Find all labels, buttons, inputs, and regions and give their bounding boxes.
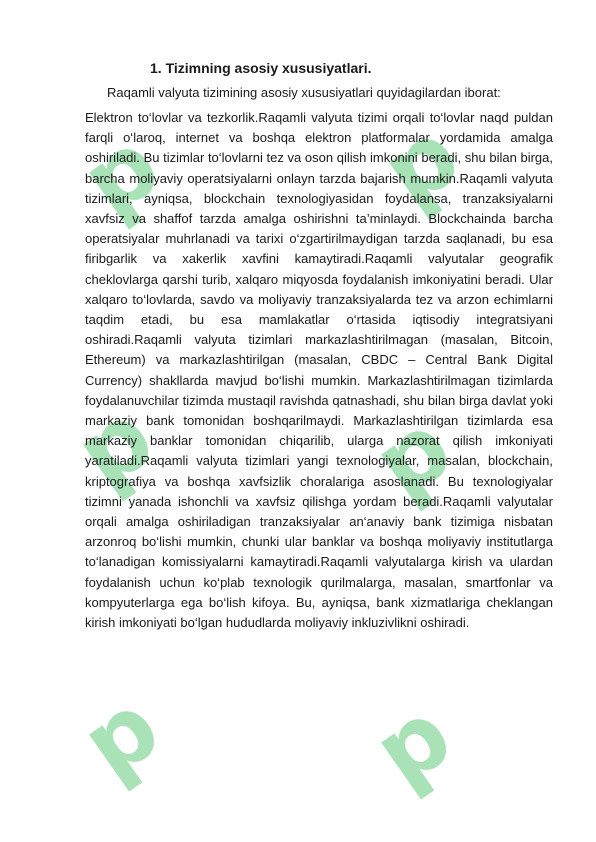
watermark-logo-middle-left: p [56,382,173,509]
watermark-logo-bottom-right: p [354,680,471,807]
watermark-logo-top-right: p [362,100,479,227]
body-paragraph: Elektron to‘lovlar va tezkorlik.Raqamli valyuta tizimi orqali to‘lovlar naqd puldan farqli o‘laroq, internet va boshqa elektron platformalar yordamida amalga oshiriladi. Bu tizimlar to‘lovlarni tez va oson qilish imkonini beradi, shu bilan birga, barcha moliyaviy operatsiyalarni onlayn tarzda bajarish mumkin.Raqamli valyuta tizimlari, ayniqsa, blockchain texnologiyasidan foydalansa, tranzaksiyalarni xavfsiz va shaffof tarzda amalga oshirishni ta’minlaydi. Blockchainda barcha operatsiyalar muhrlanadi va tarixi o‘zgartirilmaydigan tarzda saqlanadi, bu esa firibgarlik va xakerlik xavfini kamaytiradi.Raqamli valyutalar geografik cheklovlarga qarshi turib, xalqaro miqyosda foydalanish imkoniyatini beradi. Ular xalqaro to‘lovlarda, savdo va moliyaviy tranzaksiyalarda tez va arzon echimlarni taqdim etadi, bu esa mamlakatlar o‘rtasida iqtisodiy integratsiyani oshiradi.Raqamli valyuta tizimlari markazlashtirilmagan (masalan, Bitcoin, Ethereum) va markazlashtirilgan (masalan, CBDC – Central Bank Digital Currency) shakllarda mavjud bo‘lishi mumkin. Markazlashtirilmagan tizimlarda foydalanuvchilar tizimda mustaqil ravishda qatnashadi, shu bilan birga davlat yoki markaziy bank tomonidan boshqarilmaydi. Markazlashtirilgan tizimlarda esa markaziy banklar tomonidan chiqarilib, ularga nazorat qilish imkoniyati yaratiladi.Raqamli valyuta tizimlari yangi texnologiyalar, masalan, blockchain, kriptografiya va boshqa xavfsizlik choralariga asoslanadi. Bu texnologiyalar tizimni yanada ishonchli va xavfsiz qilishga yordam beradi.Raqamli valyutalar orqali amalga oshiriladigan tranzaksiyalar an‘anaviy bank tizimiga nisbatan arzonroq bo‘lishi mumkin, chunki ular banklar va boshqa moliyaviy institutlarga to‘lanadigan komissiyalarni kamaytiradi.Raqamli valyutalarga kirish va ulardan foydalanish uchun ko‘plab texnologik qurilmalarga, masalan, smartfonlar va kompyuterlarga ega bo‘lish kifoya. Bu, ayniqsa, bank xizmatlariga cheklangan kirish imkoniyati bo‘lgan hududlarda moliyaviy inkluzivlikni oshiradi. [85,110,553,631]
watermark-logo-top-left: p [62,110,179,237]
watermark-logo-middle-right: p [354,392,471,519]
watermark-logo-bottom-left: p [62,672,179,799]
document-content [85,58,553,633]
section-heading: 1. Tizimning asosiy xususiyatlari. [150,60,372,76]
intro-paragraph: Raqamli valyuta tizimining asosiy xususiyatlari quyidagilardan iborat: [107,85,501,100]
